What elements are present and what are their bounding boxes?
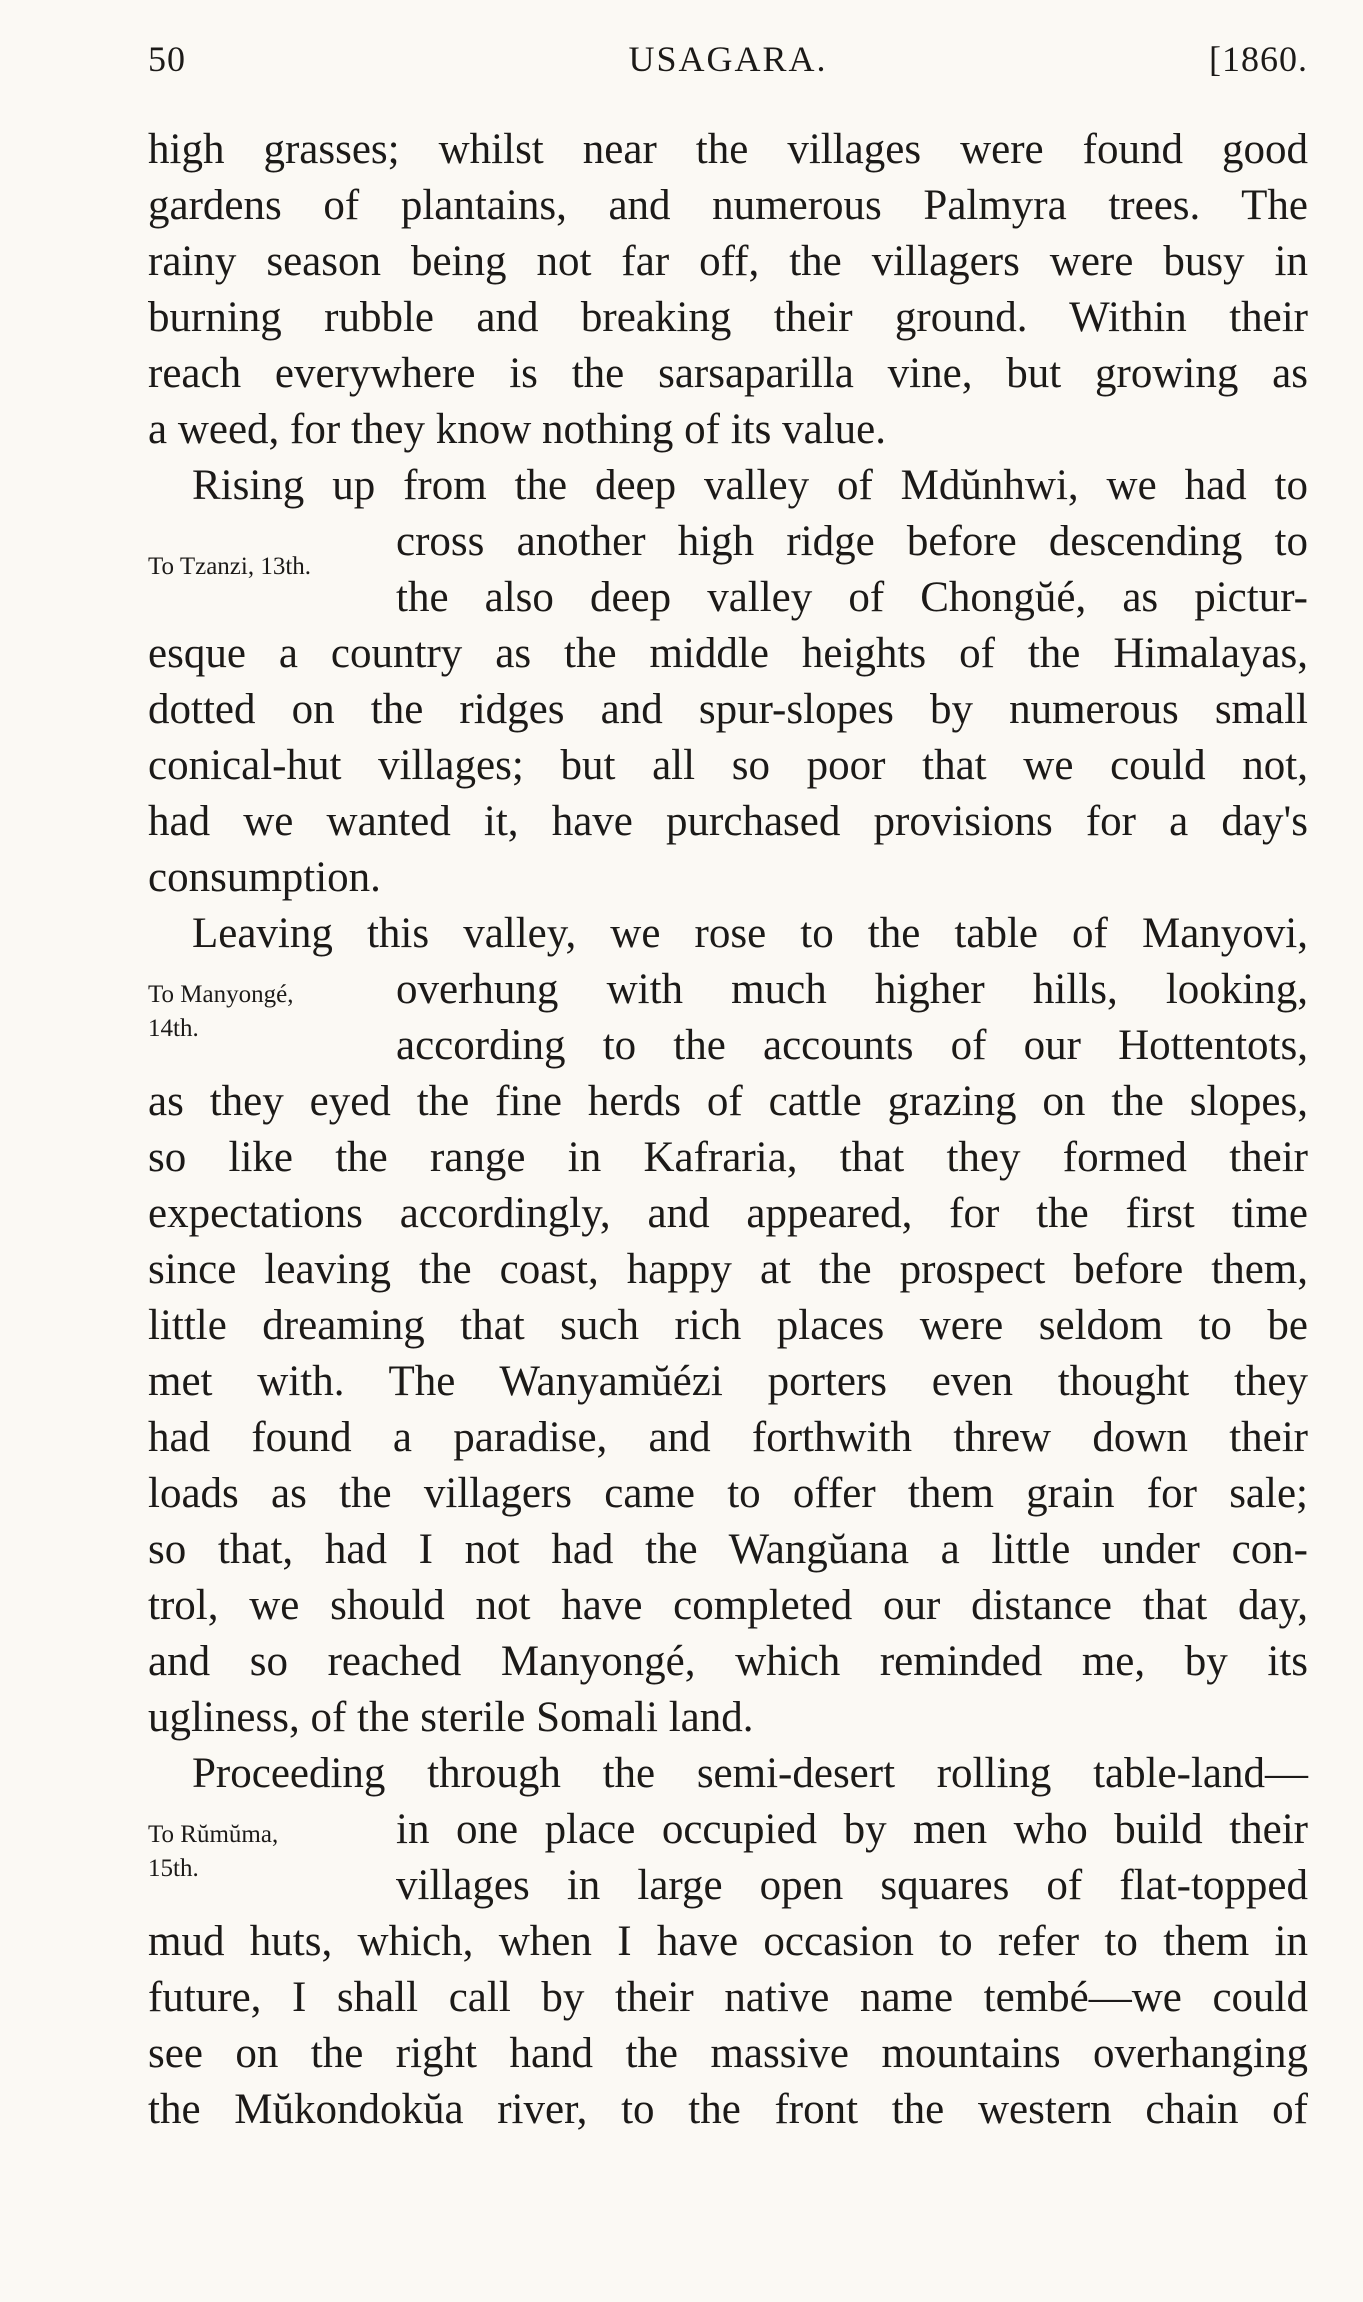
running-year: [1860. xyxy=(1209,39,1308,79)
margin-note-date: 14th. xyxy=(148,1015,199,1042)
text-line: villages in large open squares of flat-topped xyxy=(396,1862,1308,1909)
running-title: USAGARA. xyxy=(628,39,828,79)
page-number: 50 xyxy=(148,39,186,79)
text-line: Leaving this valley, we rose to the table of Manyovi, xyxy=(192,910,1308,957)
text-line: gardens of plantains, and numerous Palmyra trees. The xyxy=(148,182,1308,229)
text-line: burning rubble and breaking their ground. Within their xyxy=(148,294,1308,341)
running-head xyxy=(148,38,1308,88)
text-line: To Rŭmŭma, 15th. in one place occupied by men who build their xyxy=(148,1802,1308,1858)
text-line: high grasses; whilst near the villages were found good xyxy=(148,126,1308,173)
text-line: esque a country as the middle heights of the Himalayas, xyxy=(148,630,1308,677)
margin-note-date: 15th. xyxy=(148,1855,199,1882)
text-line: To Tzanzi, 13th. cross another high ridge before descending to xyxy=(148,514,1308,570)
text-line: mud huts, which, when I have occasion to refer to them in xyxy=(148,1918,1308,1965)
margin-note-place: To Tzanzi, xyxy=(148,553,255,580)
text-line: Rising up from the deep valley of Mdŭnhwi, we had to xyxy=(192,462,1308,509)
text-line: ugliness, of the sterile Somali land. xyxy=(148,1694,754,1741)
text-line: since leaving the coast, happy at the prospect before them, xyxy=(148,1246,1308,1293)
text-line: trol, we should not have completed our distance that day, xyxy=(148,1582,1308,1629)
text-line: little dreaming that such rich places were seldom to be xyxy=(148,1302,1308,1349)
text-line: as they eyed the fine herds of cattle grazing on the slopes, xyxy=(148,1078,1308,1125)
text-line: had we wanted it, have purchased provisions for a day's xyxy=(148,798,1308,845)
text-line: met with. The Wanyamŭézi porters even thought they xyxy=(148,1358,1308,1405)
text-line: so that, had I not had the Wangŭana a little under con- xyxy=(148,1526,1308,1573)
text-line: according to the accounts of our Hottentots, xyxy=(396,1022,1308,1069)
text-line: rainy season being not far off, the villagers were busy in xyxy=(148,238,1308,285)
text-line: so like the range in Kafraria, that they formed their xyxy=(148,1134,1308,1181)
margin-note-place: To Manyongé, xyxy=(148,981,294,1008)
text-line: reach everywhere is the sarsaparilla vine, but growing as xyxy=(148,350,1308,397)
text-line: a weed, for they know nothing of its value. xyxy=(148,406,886,453)
text-line: the Mŭkondokŭa river, to the front the western chain of xyxy=(148,2086,1308,2133)
text-line: expectations accordingly, and appeared, for the first time xyxy=(148,1190,1308,1237)
text-line: see on the right hand the massive mountains overhanging xyxy=(148,2030,1308,2077)
text-line: had found a paradise, and forthwith threw down their xyxy=(148,1414,1308,1461)
text-line: conical-hut villages; but all so poor that we could not, xyxy=(148,742,1308,789)
text-line: and so reached Manyongé, which reminded me, by its xyxy=(148,1638,1308,1685)
margin-note-date: 13th. xyxy=(260,553,312,580)
text-line: consumption. xyxy=(148,854,381,901)
text-line: future, I shall call by their native name tembé—we could xyxy=(148,1974,1308,2021)
text-line: To Manyongé, 14th. overhung with much higher hills, looking, xyxy=(148,962,1308,1018)
body-text xyxy=(148,122,1308,2138)
text-line: loads as the villagers came to offer them grain for sale; xyxy=(148,1470,1308,1517)
margin-note-place: To Rŭmŭma, xyxy=(148,1821,279,1848)
text-line: Proceeding through the semi-desert rolling table-land— xyxy=(192,1750,1308,1797)
text-line: the also deep valley of Chongŭé, as pictur- xyxy=(396,574,1308,621)
text-line: dotted on the ridges and spur-slopes by numerous small xyxy=(148,686,1308,733)
